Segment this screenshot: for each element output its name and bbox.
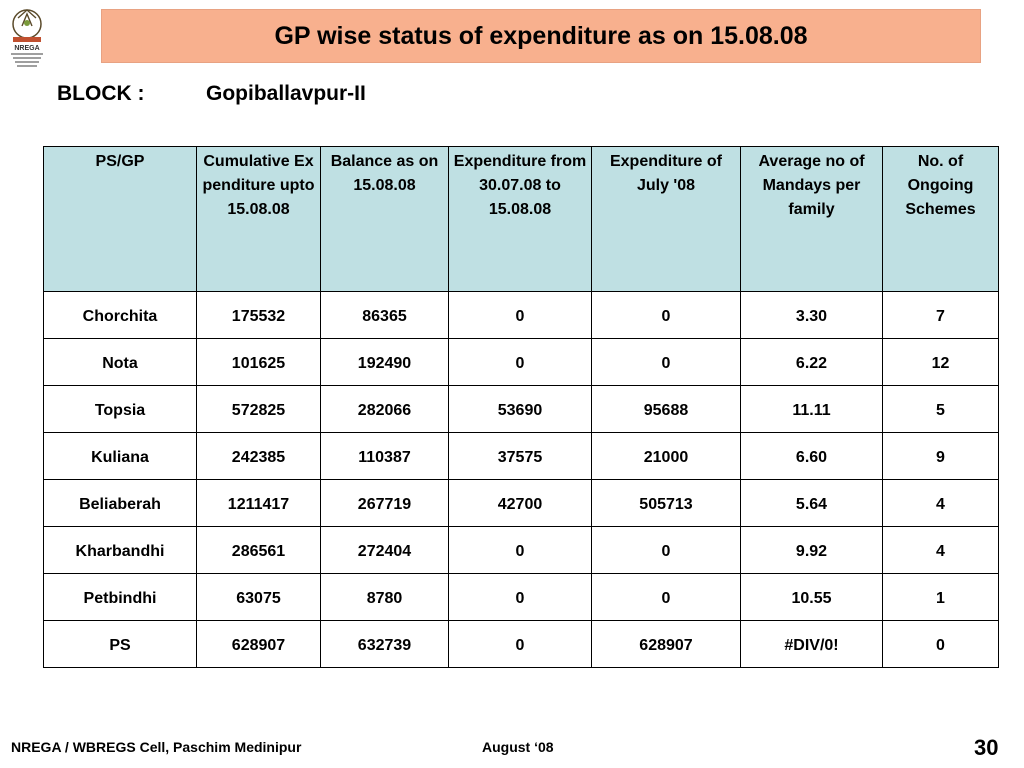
expenditure-period-cell: 0 bbox=[449, 339, 592, 386]
table-row bbox=[44, 621, 999, 668]
ongoing-schemes-cell: 7 bbox=[883, 292, 999, 339]
column-header-ongoing-schemes: No. of Ongoing Schemes bbox=[883, 147, 999, 292]
balance-cell: 86365 bbox=[321, 292, 449, 339]
expenditure-july-cell: 628907 bbox=[592, 621, 741, 668]
cumulative-expenditure-cell: 63075 bbox=[197, 574, 321, 621]
table-row bbox=[44, 574, 999, 621]
block-label: BLOCK : bbox=[57, 82, 145, 105]
column-header-average-mandays: Average no of Mandays per family bbox=[741, 147, 883, 292]
column-header-ps-gp: PS/GP bbox=[44, 147, 197, 292]
expenditure-july-cell: 0 bbox=[592, 339, 741, 386]
cumulative-expenditure-cell: 101625 bbox=[197, 339, 321, 386]
average-mandays-cell: 9.92 bbox=[741, 527, 883, 574]
nrega-logo bbox=[4, 4, 50, 74]
expenditure-july-cell: 95688 bbox=[592, 386, 741, 433]
balance-cell: 8780 bbox=[321, 574, 449, 621]
cumulative-expenditure-cell: 1211417 bbox=[197, 480, 321, 527]
logo-label: NREGA bbox=[14, 45, 40, 52]
table-header-row bbox=[44, 147, 999, 292]
balance-cell: 110387 bbox=[321, 433, 449, 480]
average-mandays-cell: 3.30 bbox=[741, 292, 883, 339]
average-mandays-cell: #DIV/0! bbox=[741, 621, 883, 668]
gp-name-cell: Kharbandhi bbox=[44, 527, 197, 574]
expenditure-july-cell: 21000 bbox=[592, 433, 741, 480]
gp-name-cell: Kuliana bbox=[44, 433, 197, 480]
gp-name-cell: Chorchita bbox=[44, 292, 197, 339]
column-header-expenditure-july: Expenditure of July '08 bbox=[592, 147, 741, 292]
cumulative-expenditure-cell: 572825 bbox=[197, 386, 321, 433]
balance-cell: 267719 bbox=[321, 480, 449, 527]
average-mandays-cell: 11.11 bbox=[741, 386, 883, 433]
column-header-cumulative-expenditure: Cumulative Expenditure upto 15.08.08 bbox=[197, 147, 321, 292]
ongoing-schemes-cell: 9 bbox=[883, 433, 999, 480]
expenditure-period-cell: 0 bbox=[449, 527, 592, 574]
title-banner bbox=[101, 9, 981, 63]
cumulative-expenditure-cell: 286561 bbox=[197, 527, 321, 574]
expenditure-period-cell: 0 bbox=[449, 292, 592, 339]
table-row bbox=[44, 433, 999, 480]
average-mandays-cell: 5.64 bbox=[741, 480, 883, 527]
block-name: Gopiballavpur-II bbox=[206, 82, 366, 105]
cumulative-expenditure-cell: 242385 bbox=[197, 433, 321, 480]
expenditure-period-cell: 0 bbox=[449, 621, 592, 668]
page-number: 30 bbox=[974, 735, 999, 760]
ongoing-schemes-cell: 5 bbox=[883, 386, 999, 433]
expenditure-period-cell: 42700 bbox=[449, 480, 592, 527]
expenditure-july-cell: 505713 bbox=[592, 480, 741, 527]
page-title: GP wise status of expenditure as on 15.08.08 bbox=[274, 21, 808, 50]
expenditure-period-cell: 53690 bbox=[449, 386, 592, 433]
expenditure-july-cell: 0 bbox=[592, 574, 741, 621]
ongoing-schemes-cell: 4 bbox=[883, 480, 999, 527]
expenditure-july-cell: 0 bbox=[592, 292, 741, 339]
footer-office: NREGA / WBREGS Cell, Paschim Medinipur bbox=[11, 739, 302, 755]
cumulative-expenditure-cell: 175532 bbox=[197, 292, 321, 339]
average-mandays-cell: 6.60 bbox=[741, 433, 883, 480]
footer-date: August ‘08 bbox=[482, 739, 554, 755]
table-row bbox=[44, 480, 999, 527]
table-row bbox=[44, 292, 999, 339]
table-row bbox=[44, 386, 999, 433]
gp-name-cell: Beliaberah bbox=[44, 480, 197, 527]
table-row bbox=[44, 339, 999, 386]
average-mandays-cell: 10.55 bbox=[741, 574, 883, 621]
gp-name-cell: Topsia bbox=[44, 386, 197, 433]
gp-name-cell: PS bbox=[44, 621, 197, 668]
balance-cell: 632739 bbox=[321, 621, 449, 668]
gp-name-cell: Petbindhi bbox=[44, 574, 197, 621]
ongoing-schemes-cell: 4 bbox=[883, 527, 999, 574]
gp-name-cell: Nota bbox=[44, 339, 197, 386]
cumulative-expenditure-cell: 628907 bbox=[197, 621, 321, 668]
nrega-emblem-icon bbox=[4, 4, 50, 74]
expenditure-table bbox=[43, 146, 999, 668]
balance-cell: 192490 bbox=[321, 339, 449, 386]
ongoing-schemes-cell: 12 bbox=[883, 339, 999, 386]
expenditure-july-cell: 0 bbox=[592, 527, 741, 574]
ongoing-schemes-cell: 1 bbox=[883, 574, 999, 621]
expenditure-period-cell: 37575 bbox=[449, 433, 592, 480]
column-header-balance: Balance as on 15.08.08 bbox=[321, 147, 449, 292]
average-mandays-cell: 6.22 bbox=[741, 339, 883, 386]
table-row bbox=[44, 527, 999, 574]
balance-cell: 272404 bbox=[321, 527, 449, 574]
table-body bbox=[44, 292, 999, 668]
expenditure-period-cell: 0 bbox=[449, 574, 592, 621]
ongoing-schemes-cell: 0 bbox=[883, 621, 999, 668]
balance-cell: 282066 bbox=[321, 386, 449, 433]
column-header-expenditure-period: Expenditure from 30.07.08 to 15.08.08 bbox=[449, 147, 592, 292]
